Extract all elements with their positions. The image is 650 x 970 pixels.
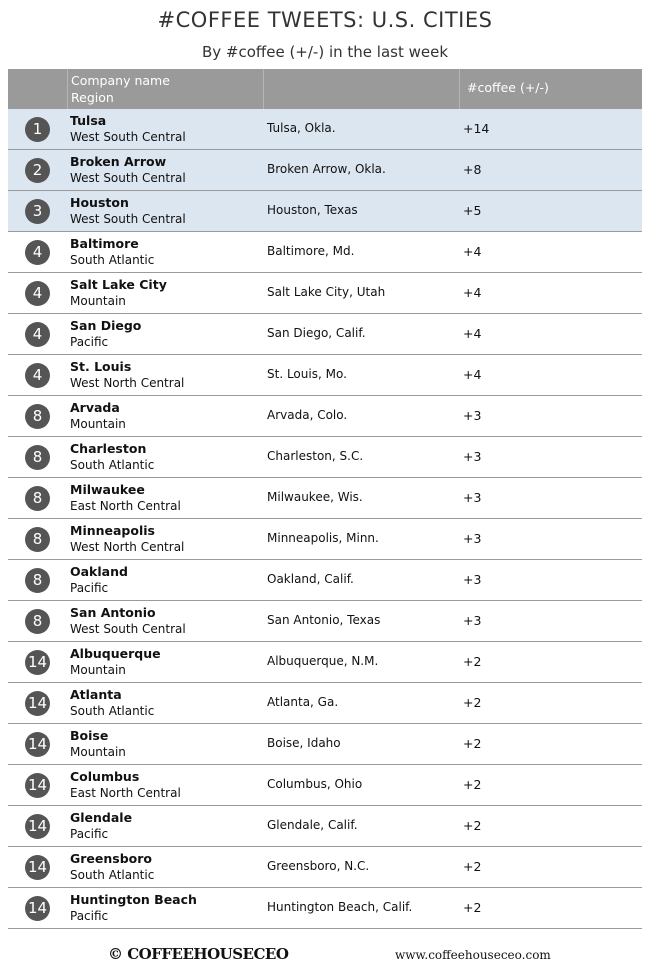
coffee-change-value: +2 [463, 818, 482, 833]
coffee-change-value: +8 [463, 162, 482, 177]
city-name: Glendale [70, 810, 133, 825]
region-name: West North Central [70, 540, 185, 554]
coffee-change-value: +3 [463, 613, 482, 628]
region-name: West South Central [70, 130, 186, 144]
coffee-change-value: +4 [463, 285, 482, 300]
city-name: Huntington Beach [70, 892, 197, 907]
table-row [8, 601, 642, 642]
header-name-cell [67, 69, 263, 109]
rank-badge: 3 [25, 199, 50, 224]
city-name: Columbus [70, 769, 140, 784]
table-row [8, 560, 642, 601]
city-state: Milwaukee, Wis. [267, 490, 363, 504]
header-name-label: Company name [71, 73, 170, 88]
region-name: Mountain [70, 417, 126, 431]
footer-url: www.coffeehouseceo.com [395, 948, 551, 962]
coffee-change-value: +4 [463, 367, 482, 382]
brand-logo: © COFFEEHOUSECEO [108, 945, 289, 963]
rank-badge: 8 [25, 404, 50, 429]
rank-badge: 14 [25, 896, 50, 921]
coffee-change-value: +2 [463, 777, 482, 792]
coffee-change-value: +3 [463, 572, 482, 587]
city-state: Houston, Texas [267, 203, 358, 217]
table-row [8, 478, 642, 519]
region-name: Pacific [70, 335, 109, 349]
table-row [8, 150, 642, 191]
rank-badge: 4 [25, 363, 50, 388]
rank-badge: 4 [25, 240, 50, 265]
city-state: Columbus, Ohio [267, 777, 363, 791]
rank-badge: 14 [25, 814, 50, 839]
table-row [8, 314, 642, 355]
rank-badge: 14 [25, 650, 50, 675]
region-name: West South Central [70, 622, 186, 636]
city-state: Broken Arrow, Okla. [267, 162, 386, 176]
table-row [8, 191, 642, 232]
table-row [8, 437, 642, 478]
city-state: Greensboro, N.C. [267, 859, 370, 873]
table-row [8, 642, 642, 683]
table-header [8, 69, 642, 109]
city-name: Greensboro [70, 851, 153, 866]
city-name: Charleston [70, 441, 147, 456]
city-name: Arvada [70, 400, 120, 415]
table-row [8, 396, 642, 437]
region-name: South Atlantic [70, 253, 155, 267]
region-name: South Atlantic [70, 458, 155, 472]
city-name: Boise [70, 728, 109, 743]
city-state: Salt Lake City, Utah [267, 285, 386, 299]
coffee-change-value: +5 [463, 203, 482, 218]
table-row [8, 109, 642, 150]
city-state: Atlanta, Ga. [267, 695, 339, 709]
coffee-change-value: +3 [463, 531, 482, 546]
city-name: Atlanta [70, 687, 122, 702]
city-state: Albuquerque, N.M. [267, 654, 379, 668]
rank-badge: 4 [25, 281, 50, 306]
table-body [8, 109, 642, 929]
header-region-label: Region [71, 90, 114, 105]
region-name: Pacific [70, 827, 109, 841]
city-state: Glendale, Calif. [267, 818, 358, 832]
region-name: West North Central [70, 376, 185, 390]
page-title: #COFFEE TWEETS: U.S. CITIES [157, 8, 493, 32]
page-subtitle: By #coffee (+/-) in the last week [201, 43, 449, 61]
city-state: Huntington Beach, Calif. [267, 900, 413, 914]
table-row [8, 888, 642, 929]
region-name: West South Central [70, 212, 186, 226]
coffee-change-value: +4 [463, 326, 482, 341]
city-state: Baltimore, Md. [267, 244, 355, 258]
city-name: Broken Arrow [70, 154, 167, 169]
region-name: Mountain [70, 663, 126, 677]
rank-badge: 14 [25, 691, 50, 716]
region-name: West South Central [70, 171, 186, 185]
coffee-change-value: +2 [463, 736, 482, 751]
rank-badge: 8 [25, 486, 50, 511]
coffee-change-value: +3 [463, 408, 482, 423]
city-state: San Diego, Calif. [267, 326, 366, 340]
rank-badge: 8 [25, 609, 50, 634]
coffee-change-value: +4 [463, 244, 482, 259]
city-name: San Antonio [70, 605, 156, 620]
city-name: Minneapolis [70, 523, 155, 538]
table-row [8, 765, 642, 806]
coffee-change-value: +2 [463, 654, 482, 669]
table-row [8, 683, 642, 724]
region-name: Pacific [70, 909, 109, 923]
region-name: Mountain [70, 745, 126, 759]
rank-badge: 14 [25, 732, 50, 757]
rank-badge: 14 [25, 855, 50, 880]
rank-badge: 14 [25, 773, 50, 798]
city-name: Albuquerque [70, 646, 161, 661]
city-state: St. Louis, Mo. [267, 367, 347, 381]
city-state: Boise, Idaho [267, 736, 341, 750]
rank-badge: 4 [25, 322, 50, 347]
region-name: Mountain [70, 294, 126, 308]
city-state: Oakland, Calif. [267, 572, 354, 586]
rank-badge: 2 [25, 158, 50, 183]
table-row [8, 273, 642, 314]
coffee-change-value: +2 [463, 859, 482, 874]
city-state: Tulsa, Okla. [267, 121, 336, 135]
city-name: Houston [70, 195, 129, 210]
table-row [8, 232, 642, 273]
region-name: Pacific [70, 581, 109, 595]
region-name: East North Central [70, 786, 181, 800]
city-state: Arvada, Colo. [267, 408, 348, 422]
rank-badge: 8 [25, 568, 50, 593]
city-name: Tulsa [70, 113, 107, 128]
rank-badge: 1 [25, 117, 50, 142]
city-name: St. Louis [70, 359, 132, 374]
table-row [8, 355, 642, 396]
coffee-change-value: +3 [463, 490, 482, 505]
table-row [8, 724, 642, 765]
city-name: Oakland [70, 564, 128, 579]
city-name: Milwaukee [70, 482, 145, 497]
table-row [8, 806, 642, 847]
city-name: Salt Lake City [70, 277, 167, 292]
city-state: Minneapolis, Minn. [267, 531, 379, 545]
region-name: South Atlantic [70, 868, 155, 882]
header-rank-cell [8, 69, 67, 109]
city-name: Baltimore [70, 236, 139, 251]
rank-badge: 8 [25, 445, 50, 470]
header-value-label: #coffee (+/-) [459, 69, 642, 109]
region-name: South Atlantic [70, 704, 155, 718]
coffee-change-value: +2 [463, 695, 482, 710]
table-row [8, 519, 642, 560]
table-row [8, 847, 642, 888]
city-name: San Diego [70, 318, 142, 333]
rank-badge: 8 [25, 527, 50, 552]
header-city-cell [263, 69, 459, 109]
coffee-change-value: +3 [463, 449, 482, 464]
city-state: Charleston, S.C. [267, 449, 364, 463]
region-name: East North Central [70, 499, 181, 513]
coffee-change-value: +14 [463, 121, 490, 136]
city-state: San Antonio, Texas [267, 613, 381, 627]
coffee-change-value: +2 [463, 900, 482, 915]
